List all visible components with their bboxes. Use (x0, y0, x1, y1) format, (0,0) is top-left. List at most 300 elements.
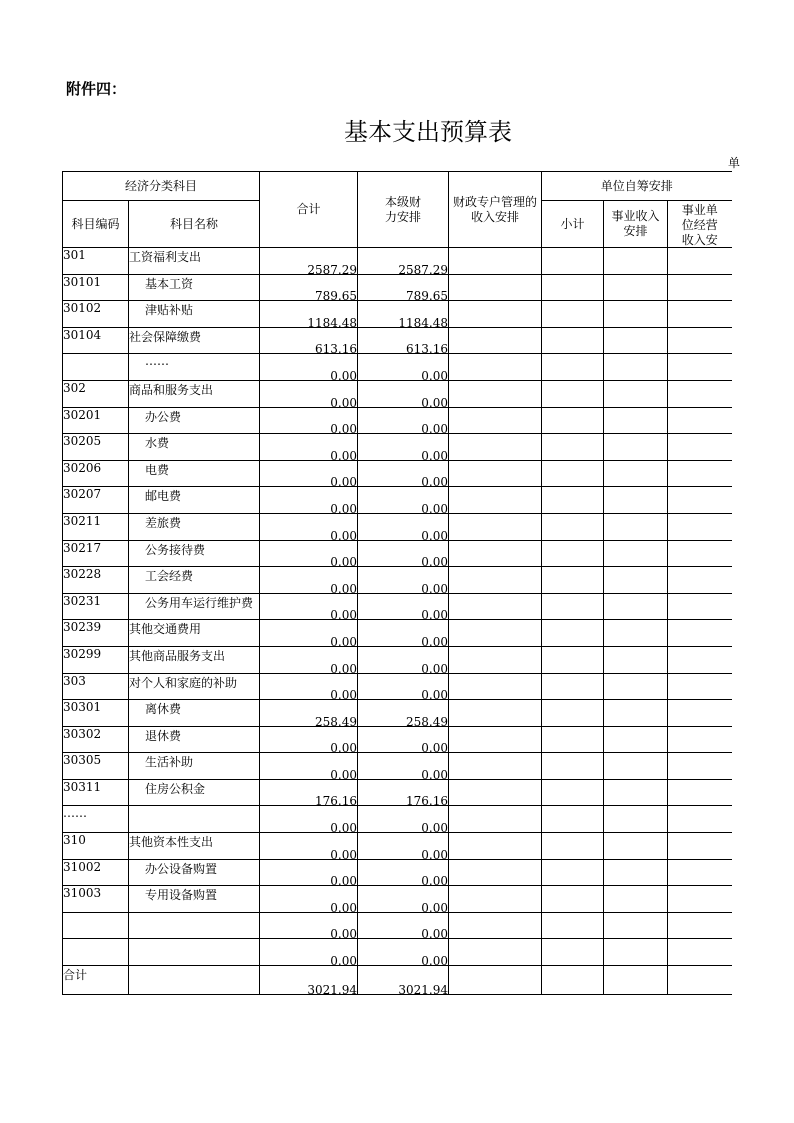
cell-special-fund (449, 354, 542, 381)
cell-local-finance (358, 673, 449, 703)
cell-special-fund (449, 513, 542, 540)
cell-subtotal (542, 354, 604, 381)
cell-local-finance (358, 939, 449, 969)
cell-total (260, 806, 358, 836)
cell-special-fund (449, 593, 542, 620)
cell-total (260, 407, 358, 437)
cell-total (260, 513, 358, 543)
total-value: 0.00 (330, 741, 357, 756)
cell-total (260, 966, 358, 998)
cell-code: 30231 (63, 593, 129, 620)
table-row (63, 779, 732, 806)
cell-business-income (604, 593, 668, 620)
cell-name: 社会保障缴费 (129, 327, 260, 354)
cell-operating-income (668, 274, 732, 301)
cell-subtotal (542, 460, 604, 487)
table-row (63, 966, 732, 995)
cell-subtotal (542, 646, 604, 673)
total-value: 789.65 (315, 289, 357, 304)
cell-local-finance (358, 487, 449, 514)
cell-code: 30311 (63, 779, 129, 806)
cell-special-fund (449, 726, 542, 753)
cell-subtotal (542, 380, 604, 407)
cell-total (260, 274, 358, 304)
cell-total (260, 593, 358, 623)
total-value: 0.00 (330, 395, 357, 410)
total-value: 0.00 (330, 555, 357, 570)
page-title: 基本支出预算表 (344, 118, 512, 146)
cell-name: 公务用车运行维护费 (129, 593, 260, 620)
cell-code: 30101 (63, 274, 129, 301)
cell-special-fund (449, 434, 542, 461)
total-value: 0.00 (330, 528, 357, 543)
table-row (63, 407, 732, 434)
cell-operating-income (668, 513, 732, 540)
cell-total (260, 646, 358, 676)
cell-subtotal (542, 886, 604, 913)
table-row (63, 700, 732, 727)
cell-code: 30301 (63, 700, 129, 727)
cell-total (260, 753, 358, 780)
cell-operating-income (668, 806, 732, 833)
local-finance-value: 0.00 (421, 767, 448, 782)
total-value: 1184.48 (307, 315, 357, 330)
cell-local-finance (358, 806, 449, 836)
local-finance-value: 0.00 (421, 581, 448, 596)
cell-subtotal (542, 939, 604, 966)
cell-name (129, 912, 260, 939)
cell-name: 对个人和家庭的补助 (129, 673, 260, 700)
local-finance-value: 0.00 (421, 501, 448, 516)
cell-business-income (604, 912, 668, 939)
cell-operating-income (668, 833, 732, 860)
cell-subtotal (542, 513, 604, 540)
cell-business-income (604, 700, 668, 727)
total-value: 0.00 (330, 767, 357, 782)
cell-special-fund (449, 859, 542, 886)
cell-subtotal (542, 301, 604, 328)
cell-total (260, 301, 358, 328)
cell-special-fund (449, 248, 542, 275)
local-finance-value: 0.00 (421, 661, 448, 676)
header-special-fund-text: 财政专户管理的收入安排 (452, 194, 537, 224)
cell-business-income (604, 567, 668, 594)
table-row (63, 380, 732, 407)
header-local-finance-text: 本级财力安排 (384, 194, 421, 224)
cell-operating-income (668, 567, 732, 594)
table-row (63, 354, 732, 381)
cell-special-fund (449, 646, 542, 673)
cell-code: 30201 (63, 407, 129, 434)
cell-local-finance (358, 327, 449, 357)
table-row (63, 513, 732, 540)
cell-name: 差旅费 (129, 513, 260, 540)
cell-code: 30211 (63, 513, 129, 540)
cell-code: 30217 (63, 540, 129, 567)
table-row (63, 912, 732, 939)
cell-operating-income (668, 487, 732, 514)
header-operating-income (668, 201, 732, 248)
cell-code: 303 (63, 673, 129, 700)
cell-subtotal (542, 487, 604, 514)
cell-local-finance (358, 859, 449, 889)
total-value: 0.00 (330, 821, 357, 836)
cell-business-income (604, 540, 668, 567)
cell-local-finance (358, 434, 449, 461)
cell-special-fund (449, 407, 542, 434)
table-row (63, 806, 732, 833)
cell-name: …… (129, 354, 260, 381)
cell-business-income (604, 301, 668, 328)
cell-operating-income (668, 726, 732, 753)
cell-operating-income (668, 380, 732, 407)
cell-subtotal (542, 806, 604, 833)
cell-special-fund (449, 886, 542, 913)
cell-local-finance (358, 833, 449, 860)
cell-special-fund (449, 487, 542, 514)
header-self-raised: 单位自筹安排 (542, 172, 732, 201)
table-row (63, 833, 732, 860)
cell-total (260, 886, 358, 913)
table-row (63, 301, 732, 328)
cell-code: 30299 (63, 646, 129, 673)
table-row (63, 274, 732, 301)
cell-operating-income (668, 753, 732, 780)
cell-total (260, 567, 358, 594)
cell-business-income (604, 726, 668, 753)
local-finance-value: 0.00 (421, 900, 448, 915)
cell-total (260, 673, 358, 703)
cell-code: 30104 (63, 327, 129, 354)
total-value: 0.00 (330, 501, 357, 516)
cell-code: …… (63, 806, 129, 833)
cell-local-finance (358, 886, 449, 913)
total-value: 0.00 (330, 900, 357, 915)
table-body (63, 248, 732, 998)
total-value: 0.00 (330, 874, 357, 889)
attachment-label: 附件四： (66, 80, 127, 98)
cell-operating-income (668, 248, 732, 275)
cell-code: 30205 (63, 434, 129, 461)
cell-subtotal (542, 673, 604, 700)
cell-code: 30302 (63, 726, 129, 753)
total-value: 0.00 (330, 422, 357, 437)
local-finance-value: 0.00 (421, 422, 448, 437)
cell-business-income (604, 620, 668, 647)
cell-operating-income (668, 673, 732, 700)
cell-name: 住房公积金 (129, 779, 260, 806)
cell-name: 专用设备购置 (129, 886, 260, 913)
cell-local-finance (358, 274, 449, 304)
cell-special-fund (449, 833, 542, 860)
cell-subtotal (542, 540, 604, 567)
cell-operating-income (668, 407, 732, 434)
cell-total (260, 620, 358, 647)
total-value: 0.00 (330, 581, 357, 596)
cell-code: 30239 (63, 620, 129, 647)
header-business-income-text: 事业收入安排 (611, 209, 660, 238)
cell-operating-income (668, 859, 732, 886)
cell-name: 商品和服务支出 (129, 380, 260, 407)
local-finance-value: 2587.29 (398, 262, 448, 277)
cell-code: 301 (63, 248, 129, 275)
cell-operating-income (668, 700, 732, 727)
cell-business-income (604, 673, 668, 700)
cell-business-income (604, 646, 668, 673)
cell-name: 公务接待费 (129, 540, 260, 567)
cell-subtotal (542, 274, 604, 301)
cell-subtotal (542, 567, 604, 594)
cell-name: 工资福利支出 (129, 248, 260, 275)
local-finance-value: 0.00 (421, 448, 448, 463)
local-finance-value: 613.16 (406, 342, 448, 357)
cell-total (260, 460, 358, 490)
cell-code (63, 354, 129, 381)
cell-operating-income (668, 593, 732, 620)
cell-local-finance (358, 301, 449, 328)
cell-subtotal (542, 859, 604, 886)
cell-subtotal (542, 833, 604, 860)
cell-code: 30228 (63, 567, 129, 594)
cell-code: 31003 (63, 886, 129, 913)
cell-special-fund (449, 966, 542, 995)
cell-total (260, 779, 358, 809)
total-value: 0.00 (330, 448, 357, 463)
total-value: 0.00 (330, 634, 357, 649)
table-header (63, 172, 732, 248)
header-code: 科目编码 (63, 201, 129, 248)
cell-local-finance (358, 753, 449, 780)
cell-operating-income (668, 327, 732, 354)
cell-subtotal (542, 912, 604, 939)
local-finance-value: 0.00 (421, 821, 448, 836)
cell-business-income (604, 859, 668, 886)
total-value: 0.00 (330, 847, 357, 862)
cell-local-finance (358, 726, 449, 756)
cell-special-fund (449, 939, 542, 966)
cell-local-finance (358, 620, 449, 647)
cell-business-income (604, 513, 668, 540)
cell-special-fund (449, 327, 542, 354)
local-finance-value: 0.00 (421, 874, 448, 889)
table-row (63, 753, 732, 780)
cell-special-fund (449, 620, 542, 647)
cell-special-fund (449, 301, 542, 328)
table-row (63, 886, 732, 913)
cell-name: 办公设备购置 (129, 859, 260, 886)
cell-business-income (604, 434, 668, 461)
cell-total (260, 939, 358, 969)
table-row (63, 487, 732, 514)
cell-total (260, 859, 358, 889)
cell-business-income (604, 806, 668, 833)
cell-business-income (604, 833, 668, 860)
cell-special-fund (449, 380, 542, 407)
table-row (63, 673, 732, 700)
cell-subtotal (542, 966, 604, 995)
table-row (63, 726, 732, 753)
cell-name (129, 806, 260, 833)
cell-name: 离休费 (129, 700, 260, 727)
cell-code: 31002 (63, 859, 129, 886)
cell-operating-income (668, 779, 732, 806)
cell-operating-income (668, 434, 732, 461)
cell-subtotal (542, 407, 604, 434)
cell-total (260, 833, 358, 860)
cell-special-fund (449, 540, 542, 567)
local-finance-value: 176.16 (406, 794, 448, 809)
cell-special-fund (449, 806, 542, 833)
cell-operating-income (668, 460, 732, 487)
cell-local-finance (358, 646, 449, 676)
table-row (63, 620, 732, 647)
table-row (63, 567, 732, 594)
table-row (63, 434, 732, 461)
cell-total (260, 434, 358, 461)
local-finance-value: 0.00 (421, 688, 448, 703)
cell-subtotal (542, 620, 604, 647)
total-value: 258.49 (315, 714, 357, 729)
local-finance-value: 0.00 (421, 368, 448, 383)
local-finance-value: 1184.48 (398, 315, 448, 330)
table-row (63, 859, 732, 886)
local-finance-value: 0.00 (421, 475, 448, 490)
total-value: 0.00 (330, 475, 357, 490)
cell-operating-income (668, 939, 732, 966)
cell-operating-income (668, 354, 732, 381)
cell-special-fund (449, 460, 542, 487)
cell-name: 邮电费 (129, 487, 260, 514)
cell-total (260, 487, 358, 514)
total-value: 613.16 (315, 342, 357, 357)
header-special-fund (449, 172, 542, 248)
cell-name: 生活补助 (129, 753, 260, 780)
table-row (63, 460, 732, 487)
local-finance-value: 0.00 (421, 847, 448, 862)
header-name: 科目名称 (129, 201, 260, 248)
cell-business-income (604, 274, 668, 301)
cell-subtotal (542, 753, 604, 780)
local-finance-value: 0.00 (421, 741, 448, 756)
cell-code: 30102 (63, 301, 129, 328)
cell-name: 津贴补贴 (129, 301, 260, 328)
cell-operating-income (668, 620, 732, 647)
cell-code (63, 912, 129, 939)
header-subtotal: 小计 (542, 201, 604, 248)
cell-code: 30305 (63, 753, 129, 780)
cell-special-fund (449, 753, 542, 780)
table-row (63, 593, 732, 620)
cell-name: 电费 (129, 460, 260, 487)
cell-total (260, 248, 358, 275)
local-finance-value: 0.00 (421, 954, 448, 969)
total-value: 3021.94 (307, 983, 357, 998)
local-finance-value: 258.49 (406, 714, 448, 729)
cell-local-finance (358, 593, 449, 623)
cell-operating-income (668, 912, 732, 939)
cell-business-income (604, 487, 668, 514)
cell-total (260, 380, 358, 410)
cell-local-finance (358, 779, 449, 809)
cell-local-finance (358, 966, 449, 998)
cell-operating-income (668, 301, 732, 328)
local-finance-value: 0.00 (421, 528, 448, 543)
cell-total (260, 700, 358, 727)
cell-business-income (604, 460, 668, 487)
cell-operating-income (668, 540, 732, 567)
local-finance-value: 0.00 (421, 395, 448, 410)
cell-operating-income (668, 966, 732, 995)
table-row (63, 939, 732, 966)
cell-local-finance (358, 700, 449, 727)
cell-total (260, 912, 358, 942)
cell-business-income (604, 966, 668, 995)
cell-code: 30207 (63, 487, 129, 514)
cell-total (260, 327, 358, 357)
header-local-finance (358, 172, 449, 248)
cell-name (129, 939, 260, 966)
cell-name: 基本工资 (129, 274, 260, 301)
cell-code: 310 (63, 833, 129, 860)
cell-name: 工会经费 (129, 567, 260, 594)
table-row (63, 248, 732, 275)
local-finance-value: 0.00 (421, 608, 448, 623)
cell-operating-income (668, 886, 732, 913)
cell-special-fund (449, 779, 542, 806)
total-value: 0.00 (330, 954, 357, 969)
total-value: 0.00 (330, 661, 357, 676)
cell-total (260, 354, 358, 381)
local-finance-value: 0.00 (421, 634, 448, 649)
cell-local-finance (358, 460, 449, 490)
cell-local-finance (358, 513, 449, 543)
cell-name (129, 966, 260, 995)
cell-subtotal (542, 700, 604, 727)
total-value: 2587.29 (307, 262, 357, 277)
cell-name: 退休费 (129, 726, 260, 753)
cell-special-fund (449, 567, 542, 594)
cell-total (260, 540, 358, 570)
cell-name: 水费 (129, 434, 260, 461)
total-value: 0.00 (330, 688, 357, 703)
total-value: 0.00 (330, 368, 357, 383)
cell-local-finance (358, 407, 449, 437)
local-finance-value: 3021.94 (398, 983, 448, 998)
total-value: 0.00 (330, 927, 357, 942)
cell-local-finance (358, 248, 449, 275)
cell-special-fund (449, 673, 542, 700)
total-value: 176.16 (315, 794, 357, 809)
cell-total (260, 726, 358, 756)
cell-business-income (604, 407, 668, 434)
cell-name: 其他交通费用 (129, 620, 260, 647)
cell-name: 其他资本性支出 (129, 833, 260, 860)
table-row (63, 327, 732, 354)
cell-subtotal (542, 327, 604, 354)
cell-special-fund (449, 700, 542, 727)
cell-local-finance (358, 380, 449, 410)
cell-special-fund (449, 912, 542, 939)
cell-code: 302 (63, 380, 129, 407)
cell-code: 合计 (63, 966, 129, 995)
cell-code (63, 939, 129, 966)
cell-local-finance (358, 567, 449, 594)
header-econ-class: 经济分类科目 (63, 172, 260, 201)
cell-subtotal (542, 726, 604, 753)
header-total: 合计 (260, 172, 358, 248)
cell-name: 办公费 (129, 407, 260, 434)
cell-local-finance (358, 912, 449, 942)
